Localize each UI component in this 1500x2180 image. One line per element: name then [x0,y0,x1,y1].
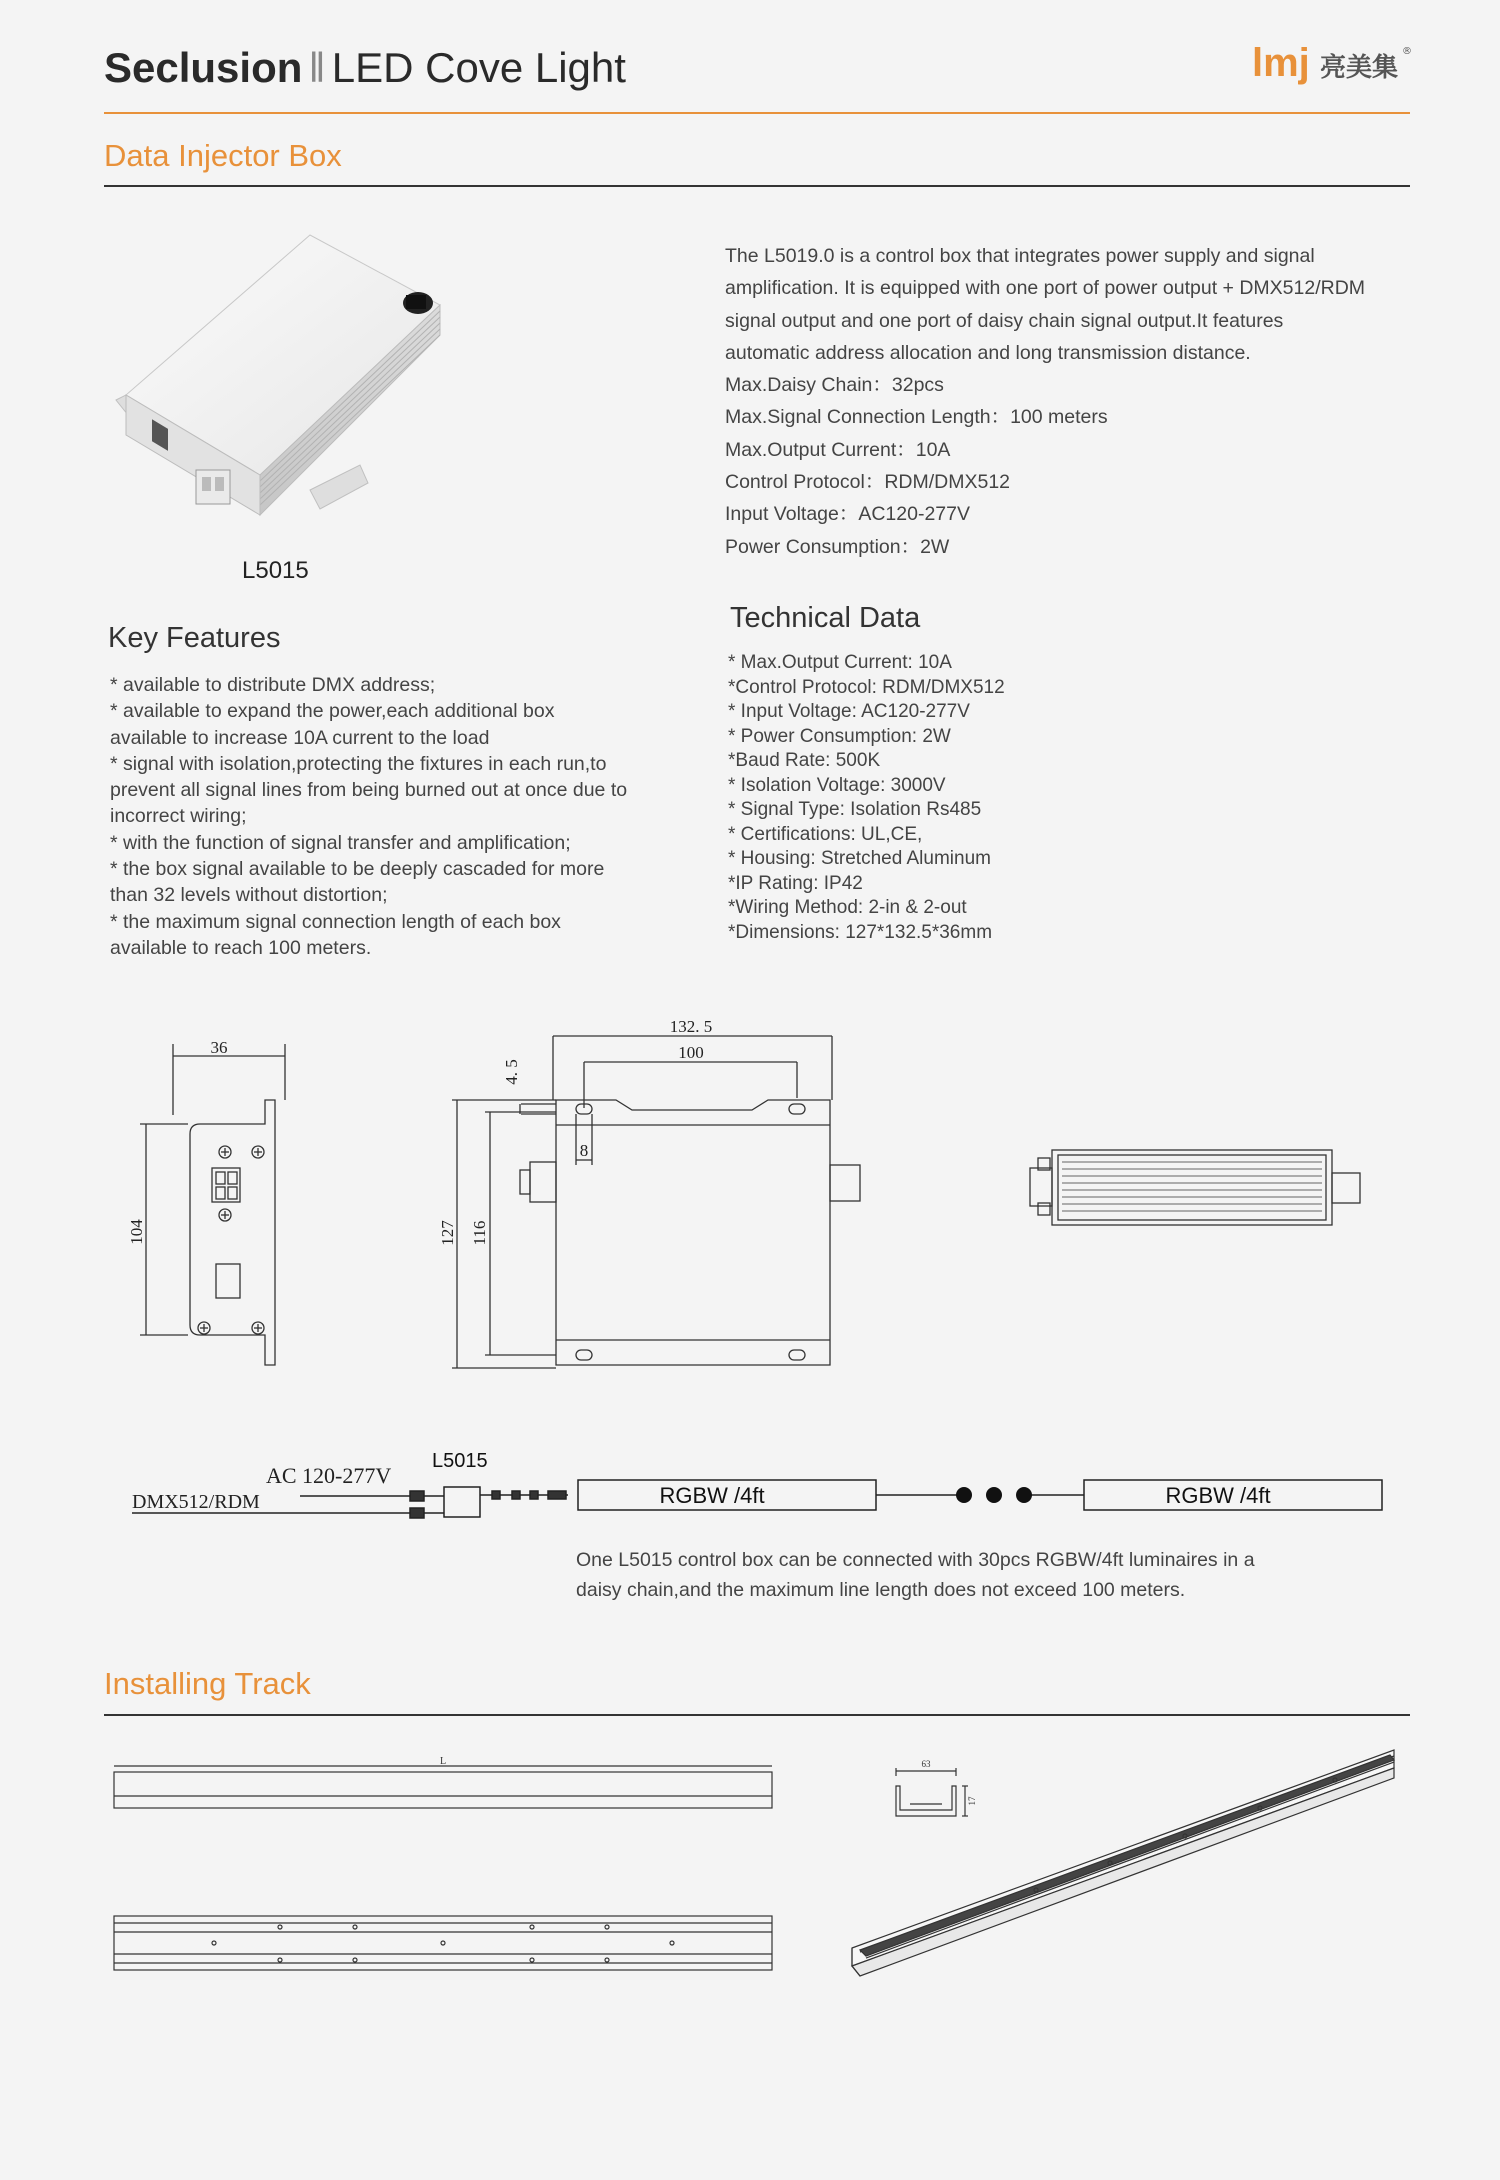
description-line: Max.Signal Connection Length：100 meters [725,406,1108,429]
feature-line: * available to distribute DMX address; [110,674,436,696]
tech-line: *IP Rating: IP42 [728,872,863,894]
track-side-view [114,1766,772,1808]
feature-line: * signal with isolation,protecting the fixtures in each run,to [110,752,607,775]
key-features-heading: Key Features [108,622,281,654]
description-line: Input Voltage：AC120-277V [725,503,971,526]
side-view-drawing [140,1044,285,1365]
dim-top-offset: 4. 5 [502,1059,521,1085]
tech-line: * Certifications: UL,CE, [728,823,923,845]
feature-line: incorrect wiring; [110,805,247,828]
dim-front-width: 132. 5 [669,1017,713,1036]
fixture-label-last: RGBW /4ft [1165,1483,1271,1508]
tech-line: * Housing: Stretched Aluminum [728,848,991,869]
feature-line: than 32 levels without distortion; [110,884,388,907]
dim-hole-spacing: 100 [678,1043,704,1062]
fixture-label-first: RGBW /4ft [659,1483,765,1508]
front-view-drawing [452,1036,860,1368]
page-title [104,44,626,92]
ac-input-label: AC 120-277V [266,1463,392,1488]
track-bottom-view [114,1916,772,1970]
description-line: amplification. It is equipped with one port of power output + DMX512/RDM [725,277,1366,300]
section-rule-installing-track [104,1714,1410,1716]
dim-inner-height: 116 [470,1220,489,1246]
logo-cjk: 亮美集 [1320,53,1399,83]
tech-line: * Input Voltage: AC120-277V [728,701,970,722]
product-photo [110,225,470,545]
header-rule [104,112,1410,114]
description-line: Max.Daisy Chain：32pcs [725,374,944,397]
track-profile-section [896,1768,968,1816]
title-product-name: Seclusion [104,44,303,91]
tech-line: *Dimensions: 127*132.5*36mm [728,921,993,943]
wiring-diagram [0,1440,1500,1530]
tech-line: *Baud Rate: 500K [728,750,881,771]
track-isometric-view [852,1750,1394,1976]
product-description [725,240,1415,563]
technical-data-list [728,651,1228,945]
caption-line: One L5015 control box can be connected with 30pcs RGBW/4ft luminaires in a [576,1549,1255,1571]
chain-dot [1016,1487,1032,1503]
feature-line: available to reach 100 meters. [110,936,372,959]
product-model-label: L5015 [242,557,309,584]
description-line: automatic address allocation and long transmission distance. [725,341,1251,364]
brand-logo [1252,40,1414,90]
top-view-drawing [1030,1150,1360,1225]
track-length-label: L [439,1756,447,1767]
section-rule-data-injector [104,185,1410,187]
title-separator: ‖ [308,44,326,91]
description-line: The L5019.0 is a control box that integrates power supply and signal [725,245,1315,267]
dmx-input-label: DMX512/RDM [132,1491,260,1513]
chain-dot [956,1487,972,1503]
tech-line: *Wiring Method: 2-in & 2-out [728,897,967,918]
tech-line: * Isolation Voltage: 3000V [728,774,946,796]
tech-line: * Power Consumption: 2W [728,725,951,747]
key-features-list [110,672,670,961]
tech-line: * Max.Output Current: 10A [728,652,952,673]
description-line: signal output and one port of daisy chain signal output.It features [725,309,1284,332]
feature-line: prevent all signal lines from being burned out at once due to [110,779,628,802]
dim-hole-diameter: 8 [579,1141,589,1160]
logo-registered-mark: ® [1402,46,1412,57]
dim-front-height: 127 [438,1220,457,1246]
section-heading-data-injector: Data Injector Box [104,138,342,173]
feature-line: * the maximum signal connection length of each box [110,910,561,933]
chain-dot [986,1487,1002,1503]
wiring-caption [576,1545,1376,1605]
dim-side-width: 36 [210,1038,228,1057]
technical-data-heading: Technical Data [730,602,921,634]
title-category: LED Cove Light [331,44,626,91]
track-drawings [0,1730,1500,1990]
control-box-label: L5015 [432,1450,488,1472]
logo-latin: lmj [1252,41,1310,85]
feature-line: * with the function of signal transfer and amplification; [110,831,571,854]
caption-line: daisy chain,and the maximum line length does not exceed 100 meters. [576,1579,1186,1601]
section-heading-installing-track: Installing Track [104,1666,311,1701]
tech-line: *Control Protocol: RDM/DMX512 [728,676,1005,698]
profile-width-label: 63 [921,1759,931,1769]
feature-line: * available to expand the power,each additional box [110,700,555,723]
description-line: Control Protocol：RDM/DMX512 [725,471,1011,494]
tech-line: * Signal Type: Isolation Rs485 [728,799,982,820]
description-line: Max.Output Current：10A [725,438,951,461]
feature-line: * the box signal available to be deeply cascaded for more [110,858,605,881]
profile-height-label: 17 [967,1796,977,1806]
dim-side-height: 104 [127,1219,146,1245]
feature-line: available to increase 10A current to the load [110,726,490,749]
description-line: Power Consumption：2W [725,535,950,558]
dimension-drawings [0,1010,1500,1380]
